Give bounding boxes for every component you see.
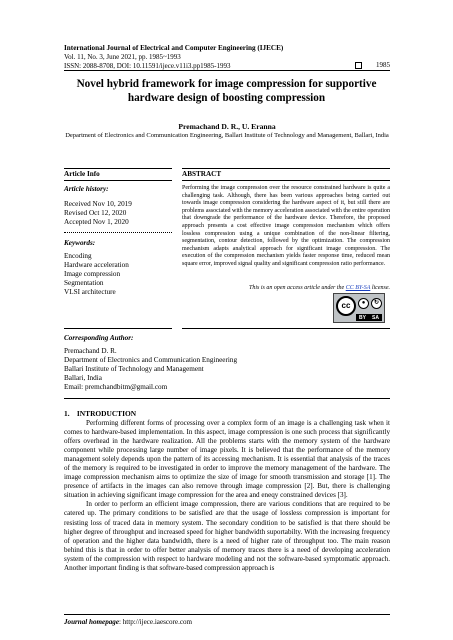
license-prefix: This is an open access article under the — [249, 285, 345, 291]
homepage-label: Journal homepage — [64, 618, 119, 626]
keyword-item: Encoding — [64, 252, 92, 260]
page-number: 1985 — [376, 61, 390, 69]
history-list — [64, 200, 132, 227]
keyword-item: Segmentation — [64, 279, 104, 287]
abstract-text: Performing the image compression over the resource constrained hardware is quite a challenging task. Although, there has been various approaches being carried out towards image compression considering the hardware aspect of it, but still there are problems associated with the memory acceleration associated with the entire operation that downgrade the performance of the hardware device. Therefore, the proposed approach presents a cost effective image compression mechanism which offers lossless compression using a unique combination of the non-linear filtering, segmentation, contour detection, followed by the optimization. The compression mechanism adapts analytical approach for significant image compression. The execution of the compression mechanism yields faster response time, reduced mean square error, improved signal quality and significant compression ratio performance. — [182, 185, 390, 267]
paper-title: Novel hybrid framework for image compression for supportive hardware design of boosting compression — [76, 78, 377, 104]
corresponding-line: Department of Electronics and Communication Engineering — [64, 356, 238, 365]
header-divider — [64, 70, 390, 71]
abstract-bottom-rule — [182, 328, 390, 329]
badge-bar — [356, 314, 382, 321]
received-date: Received Nov 10, 2019 — [64, 200, 132, 208]
abstract-rule — [182, 180, 390, 181]
cc-icon: cc — [336, 296, 356, 316]
badge-by-label: BY — [359, 314, 366, 321]
volume-line: Vol. 11, No. 3, June 2021, pp. 1985~1993 — [64, 53, 181, 61]
corresponding-line: Premachand D. R. — [64, 347, 117, 355]
corresponding-line: Ballari, India — [64, 374, 102, 383]
corresponding-label: Corresponding Author: — [64, 334, 134, 342]
abstract-top-rule — [182, 168, 390, 169]
article-info-heading: Article Info — [64, 170, 100, 178]
badge-sa-label: SA — [372, 314, 379, 321]
keyword-item: Image compression — [64, 270, 121, 278]
corresponding-email[interactable]: Email: premchandbitm@gmail.com — [64, 383, 168, 392]
info-rule — [64, 180, 172, 181]
corresponding-block — [64, 347, 237, 392]
paragraph: Performing different forms of processing over a complex form of an image is a challenging task when it comes to hardware-based implementation. In this aspect, image compression is one such process that significantly offers overhead in the hardware realization. All the problems starts with the memory system of the hardware component while processing large number of image pixels. It is believed that the performance of the memory management solely depends upon the pattern of its accessing mechanism. It is essential that analysis of the traces of the memory is required to be investigated in order to improve the memory management of the hardware. The image compression mechanism aims to optimize the size of image for smooth transmission and storage [1]. The presence of artifacts in the images can also remove through image compression [2]. But, there is challenging situation in achieving significant image compression for the area and eneqy constrained devices [3]. — [64, 419, 390, 500]
by-person-icon: ● — [358, 298, 369, 309]
corresponding-bottom-rule — [64, 398, 390, 399]
abstract-heading: ABSTRACT — [182, 170, 222, 178]
homepage-url[interactable]: : http://ijece.iaescore.com — [118, 618, 193, 626]
footer — [64, 618, 192, 626]
issn-line: ISSN: 2088-8708, DOI: 10.11591/ijece.v11i3.pp1985-1993 — [64, 61, 231, 70]
paragraph: In order to perform an efficient image compression, there are various conditions that are required to be catered up. The primary conditions to be satisfied are that the usage of lossless compression is important for resisting loss of traced data in memory system. The secondary condition to be satisfied is that there should be higher degree of throughput and increased speed for higher bandwidth suportabilty. With the increasing frequency of operation and the higher data bandwidth, there is a need of higher rate of throughput too. The main reason behind this is that in order to offer better analysis of memory traces there is a need of developing acceleration system of the compression with respect to hardware modeling and not the software-based symptomatic approach. Another important finding is that software-based compression approach is — [64, 500, 390, 572]
info-bottom-rule — [64, 328, 172, 329]
introduction-heading: 1. INTRODUCTION — [64, 409, 137, 418]
sa-share-icon: ↻ — [371, 298, 382, 309]
license-suffix: license. — [371, 285, 390, 291]
footer-rule — [64, 614, 390, 615]
info-top-rule — [64, 168, 172, 169]
keywords-divider — [64, 232, 172, 233]
accepted-date: Accepted Nov 1, 2020 — [64, 218, 129, 226]
journal-name: International Journal of Electrical and Computer Engineering (IJECE) — [64, 44, 284, 52]
square-icon — [355, 62, 362, 69]
corresponding-line: Ballari Institute of Technology and Management — [64, 365, 204, 374]
authors: Premachand D. R., U. Eranna — [178, 122, 276, 131]
cc-by-sa-badge[interactable] — [333, 293, 385, 323]
affiliation: Department of Electronics and Communication Engineering, Ballari Institute of Technology and Management, Ballari, India — [65, 132, 389, 139]
header-right — [355, 61, 390, 69]
history-label: Article history: — [64, 185, 109, 193]
keyword-item: Hardware acceleration — [64, 261, 129, 269]
keywords-list — [64, 252, 129, 297]
license-link[interactable]: CC BY-SA — [345, 285, 371, 291]
introduction-body — [64, 419, 390, 573]
keyword-item: VLSI architecture — [64, 288, 116, 296]
license-line — [182, 285, 390, 291]
journal-header — [64, 44, 390, 70]
revised-date: Revised Oct 12, 2020 — [64, 209, 127, 217]
keywords-label: Keywords: — [64, 239, 96, 247]
